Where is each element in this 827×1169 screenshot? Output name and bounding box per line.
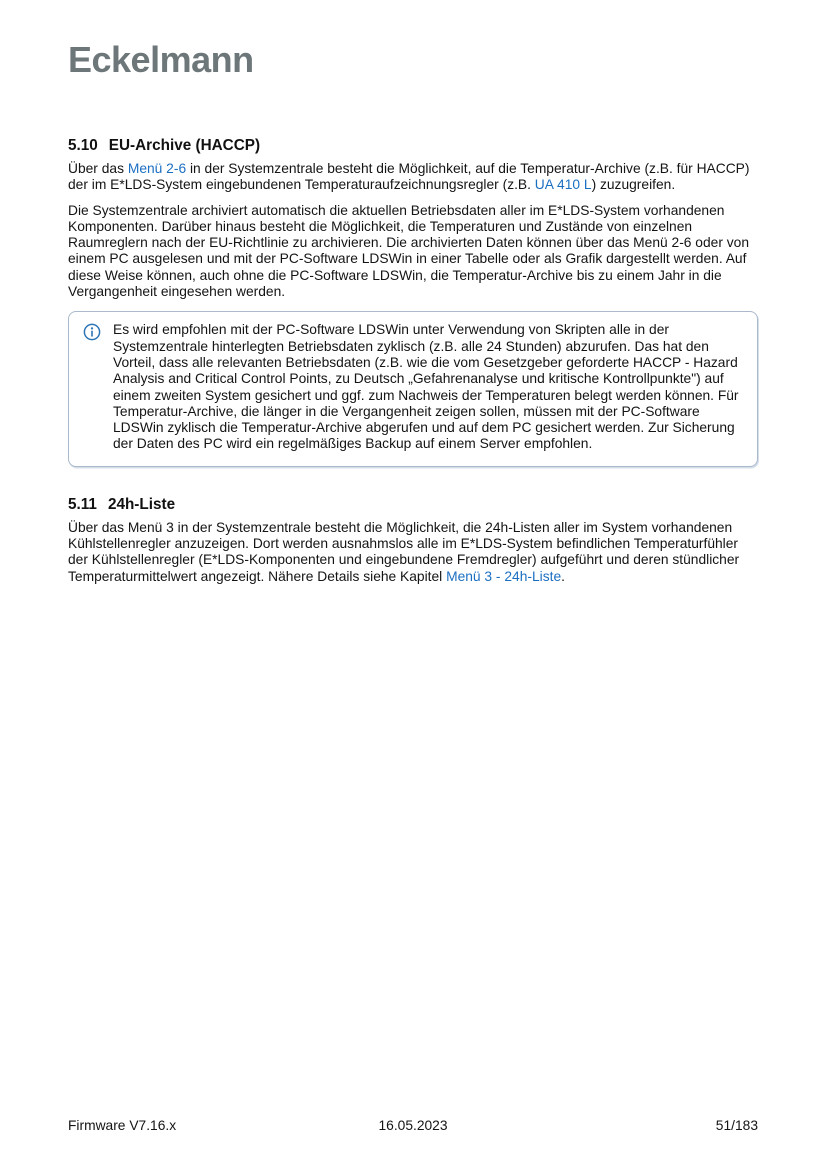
- section-511-heading: [68, 495, 758, 514]
- paragraph-text: Über das: [68, 161, 128, 176]
- info-circle-icon: [83, 323, 101, 341]
- info-note-box: [68, 311, 758, 466]
- link-menu-2-6[interactable]: Menü 2-6: [127, 161, 187, 176]
- section-511-paragraph-1: [68, 520, 758, 585]
- link-menu-3-24h-liste[interactable]: Menü 3 - 24h-Liste: [446, 568, 562, 584]
- link-ua-410-l[interactable]: UA 410 L: [534, 177, 592, 193]
- section-511-number: 5.11: [68, 495, 97, 513]
- section-510-number: 5.10: [68, 137, 98, 154]
- section-510-title: EU-Archive (HACCP): [108, 137, 261, 154]
- paragraph-text: in der Systemzentrale besteht die Möglichkeit, auf die Temperatur-Archive (z.B. für HACCP) der im E*LDS-System eingebundenen Temperaturaufzeichnungsregler (z.B.: [68, 161, 750, 193]
- section-510-heading: [68, 136, 758, 155]
- page-footer: [68, 1118, 758, 1134]
- paragraph-text: .: [561, 568, 565, 584]
- company-logo: Eckelmann: [68, 39, 254, 80]
- paragraph-text: ) zuzugreifen.: [591, 177, 676, 193]
- info-note-text: Es wird empfohlen mit der PC-Software LDSWin unter Verwendung von Skripten alle in der Systemzentrale hinterlegten Betriebsdaten zyklisch (z.B. alle 24 Stunden) abzurufen. Das hat den Vorteil, dass alle relevanten Betriebsdaten (z.B. wie die vom Gesetzgeber geforderte HACCP - Hazard Analysis and Critical Control Points, zu Deutsch „Gefahrenanalyse und kritische Kontrollpunkte") auf einem zweiten System gesichert und ggf. zum Nachweis der Temperaturen belegt werden können. Für Temperatur-Archive, die länger in die Vergangenheit zeigen sollen, müssen mit der PC-Software LDSWin zyklisch die Temperatur-Archive abgerufen und auf dem PC gesichert werden. Zur Sicherung der Daten des PC wird ein regelmäßiges Backup auf einem Server empfohlen.: [113, 322, 739, 452]
- footer-date: 16.05.2023: [378, 1118, 448, 1133]
- footer-firmware-version: Firmware V7.16.x: [68, 1118, 177, 1133]
- footer-page-number: 51/183: [715, 1118, 758, 1133]
- section-510-paragraph-2: Die Systemzentrale archiviert automatisch die aktuellen Betriebsdaten aller im E*LDS-System vorhandenen Komponenten. Darüber hinaus besteht die Möglichkeit, die Temperaturen und Zustände von einzelnen Raumreglern nach der EU-Richtlinie zu archivieren. Die archivierten Daten können über das Menü 2-6 oder von einem PC ausgelesen und mit der PC-Software LDSWin in einer Tabelle oder als Grafik dargestellt werden. Auf diese Weise können, auch ohne die PC-Software LDSWin, die Temperatur-Archive bis zu einem Jahr in die Vergangenheit eingesehen werden.: [68, 202, 749, 300]
- paragraph-text: Über das Menü 3 in der Systemzentrale besteht die Möglichkeit, die 24h-Listen aller im System vorhandenen Kühlstellenregler anzuzeigen. Dort werden ausnahmslos alle im E*LDS-System befindlichen Temperaturfühler der Kühlstellenregler (E*LDS-Komponenten und eingebundene Fremdregler) aufgeführt und deren stündlicher Temperaturmittelwert angezeigt. Nähere Details siehe Kapitel: [68, 519, 740, 584]
- page-content: [68, 39, 758, 585]
- section-510-paragraph-1: [68, 161, 758, 194]
- section-511-title: 24h-Liste: [107, 495, 176, 513]
